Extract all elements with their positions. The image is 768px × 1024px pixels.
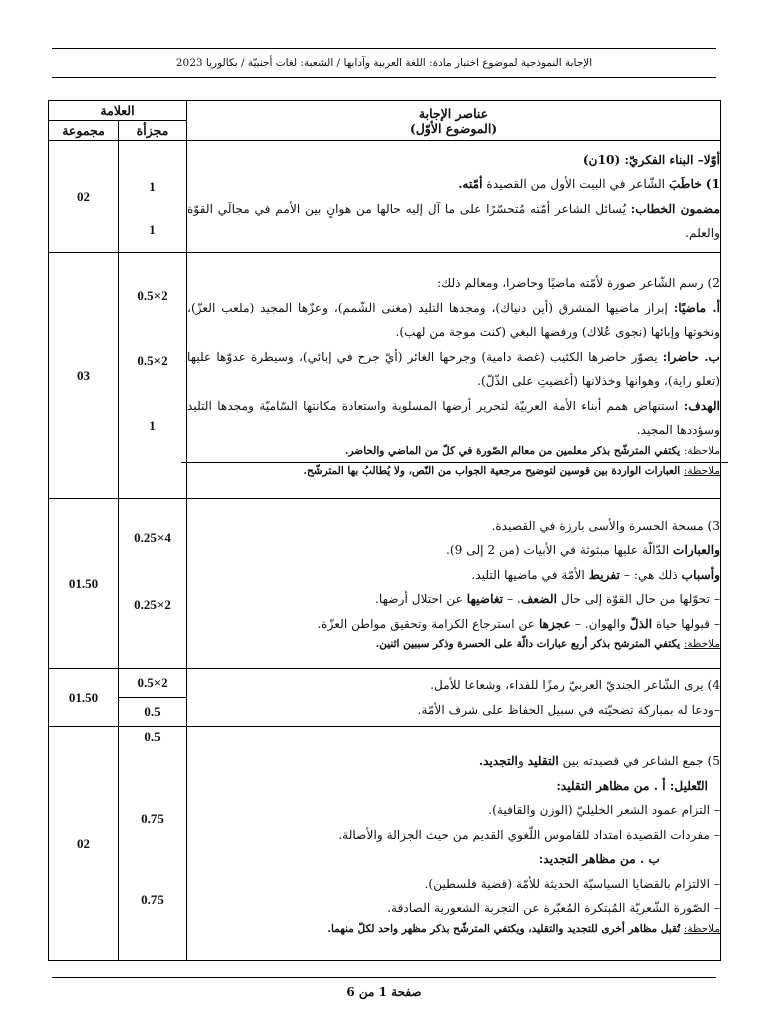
q3-total-mark: 01.50 xyxy=(49,499,119,669)
row-q3 xyxy=(49,499,721,669)
q1-partial-marks: 1 1 xyxy=(119,141,187,253)
q1-text: أوّلا– البناء الفكريّ: (10ن) 1) خاطَبَ الشّاعر في البيت الأول من القصيدة أمّته. مضمون الخطاب: يُسائل الشاعر أمّته مُتحسّرًا على ما آل إليه حالها من هوانٍ بين الأمم في مجالَي القوّة والعلم. xyxy=(187,141,721,253)
row-q2 xyxy=(49,253,721,499)
page-header: الإجابة النموذجية لموضوع اختبار مادة: اللغة العربية وآدابها / الشعبة: لغات أجنبيّة / بكالوريا 2023 xyxy=(52,48,716,78)
q4-total-mark: 01.50 xyxy=(49,669,119,727)
q5-partial-marks: 0.5 0.75 0.75 xyxy=(119,727,187,961)
q3-text: 3) مسحة الحسرة والأسى بارزة في القصيدة. والعبارات الدّالّة عليها مبثوثة في الأبيات (من 2 إلى 9). وأسباب ذلك هي: – تفريط الأمّة في ماضيها التليد. – تحوّلها من حال القوّة إلى حال الضعف. – تغاضيها عن احتلال أرضها. – قبولها حياة الذلّ والهوان. – عجزها عن استرجاع الكرامة وتحقيق مواطن العزّة. ملاحظة: يكتفي المترشح بذكر أربع عبارات دالّة على الحسرة وذكر سببين اثنين. xyxy=(187,499,721,669)
header-partial: مجزأة xyxy=(119,121,187,141)
row-q1 xyxy=(49,141,721,253)
q5-text: 5) جمع الشاعر في قصيدته بين التقليد والتجديد. التّعليل: أ . من مظاهر التقليد: – التزام عمود الشعر الخليليّ (الوزن والقافية). – مفردات القصيدة امتداد للقاموس اللّغوي القديم من حيث الجزالة والأصالة. ب . من مظاهر التجديد: – الالتزام بالقضايا السياسيّة الحديثة للأمّة (قضية فلسطين). – الصّورة الشّعريّة المُبتكرة المُعبّرة عن التجربة الشعورية الصادقة. ملاحظة: تُقبل مظاهر أخرى للتجديد والتقليد، ويكتفي المترشّح بذكر مظهر واحد لكلّ منهما. xyxy=(187,727,721,961)
footer-divider xyxy=(52,977,716,978)
header-elements: عناصر الإجابة (الموضوع الأوّل) xyxy=(187,101,721,141)
q2-total-mark: 03 xyxy=(49,253,119,499)
row-q5 xyxy=(49,727,721,961)
q5-total-mark: 02 xyxy=(49,727,119,961)
q2-partial-marks: 2×0.5 2×0.5 1 xyxy=(119,253,187,499)
q4-partial-marks: 2×0.5 0.5 xyxy=(119,669,187,727)
page-number: صفحة 1 من 6 xyxy=(346,985,422,999)
answer-table xyxy=(48,100,721,961)
q2-text: 2) رسم الشّاعر صورة لأمّته ماضيًا وحاضرا، ومعالم ذلك: أ. ماضيًا: إبراز ماضيها المشرق (أين دنياك)، ومجدها التليد (مغنى الشّمم)، وعزّها المجيد (ملعب العزّ)، ونخوتها وإبائها (نجوى عُلاك) ورفضها البغي (كنت موجة من لهب). ب. حاضرا: يصوّر حاضرها الكئيب (غصة دامية) وجرحها الغائر (أيّ جرح في إبائي)، وسيطرة عدوّها عليها (تعلو راية)، وهوانها وخذلانها (أغضيتِ على الذّلّ). الهدف: استنهاض همم أبناء الأمة العربيّة لتحرير أرضها المسلوبة واستعادة مكانتها السّاميّة ومجدها التليد وسؤددها المجيد. ملاحظة: يكتفي المترشّح بذكر معلمين من معالم الصّورة في كلّ من الماضي والحاضر. ملاحظة: العبارات الواردة بين قوسين لتوضيح مرجعية الجواب من النّص، ولا يُطالبُ بها المترشّح. xyxy=(187,253,721,499)
q4-text: 4) يرى الشّاعر الجنديّ العربيّ رمزًا للفداء، وشعاعا للأمل. –ودعا له بمباركة تضحيّته في سبيل الحفاظ على شرف الأمّة. xyxy=(187,669,721,727)
section1-title: أوّلا– البناء الفكريّ: (10ن) xyxy=(582,152,721,167)
header-mark: العلامة xyxy=(49,101,187,121)
q1-total-mark: 02 xyxy=(49,141,119,253)
q3-partial-marks: 4×0.25 2×0.25 xyxy=(119,499,187,669)
row-q4 xyxy=(49,669,721,727)
header-total: مجموعة xyxy=(49,121,119,141)
